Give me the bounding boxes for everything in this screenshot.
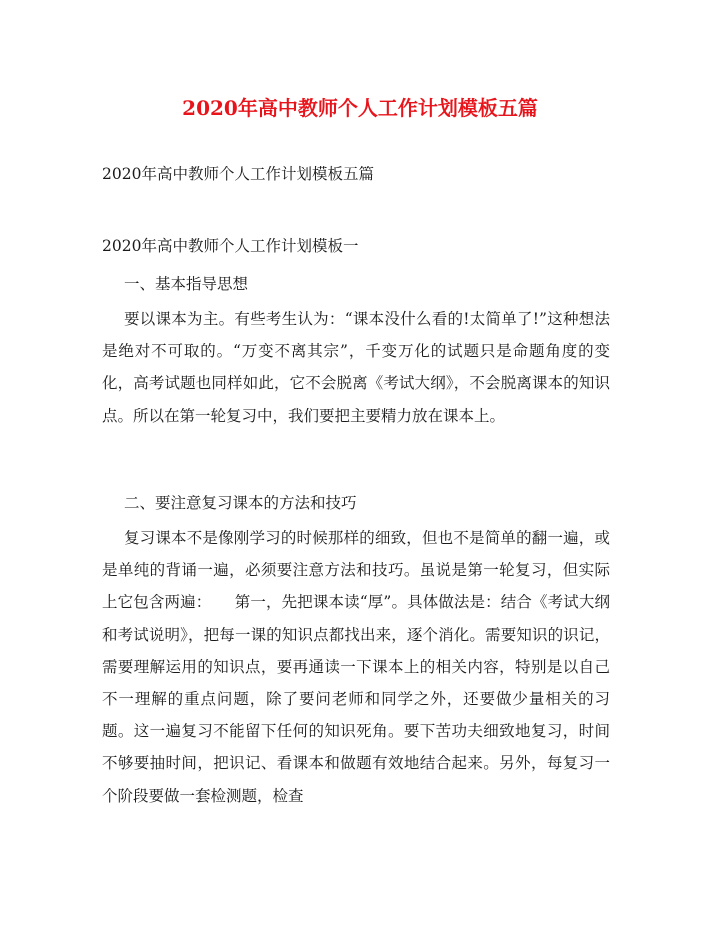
paragraph-review-methods: 复习课本不是像刚学习的时候那样的细致，但也不是简单的翻一遍，或是单纯的背诵一遍，必须要注意方法和技巧。虽说是第一轮复习，但实际上它包含两遍： 第一，先把课本读“厚”。具体做法是：结合《考试大纲和考试说明》，把每一课的知识点都找出来，逐个消化。需要知识的识记，需要理解运用的知识点，要再通读一下课本上的相关内容，特别是以自己不一理解的重点问题，除了要问老师和同学之外，还要做少量相关的习题。这一遍复习不能留下任何的知识死角。要下苦功夫细致地复习，时间不够要抽时间，把识记、看课本和做题有效地结合起来。另外，每复习一个阶段要做一套检测题，检查 (102, 529, 610, 805)
paragraph-textbook-focus: 要以课本为主。有些考生认为：“课本没什么看的!太简单了!”这种想法是绝对不可取的。“万变不离其宗”，千变万化的试题只是命题角度的变化，高考试题也同样如此，它不会脱离《考试大纲》，不会脱离课本的知识点。所以在第一轮复习中，我们要把主要精力放在课本上。 (102, 310, 610, 425)
heading-review-methods: 二、要注意复习课本的方法和技巧 (124, 494, 357, 512)
document-subtitle: 2020年高中教师个人工作计划模板五篇 (102, 165, 374, 183)
section-title: 2020年高中教师个人工作计划模板一 (102, 237, 359, 255)
document-title: 2020年高中教师个人工作计划模板五篇 (182, 96, 538, 120)
heading-basic-guiding-ideas: 一、基本指导思想 (124, 275, 249, 293)
